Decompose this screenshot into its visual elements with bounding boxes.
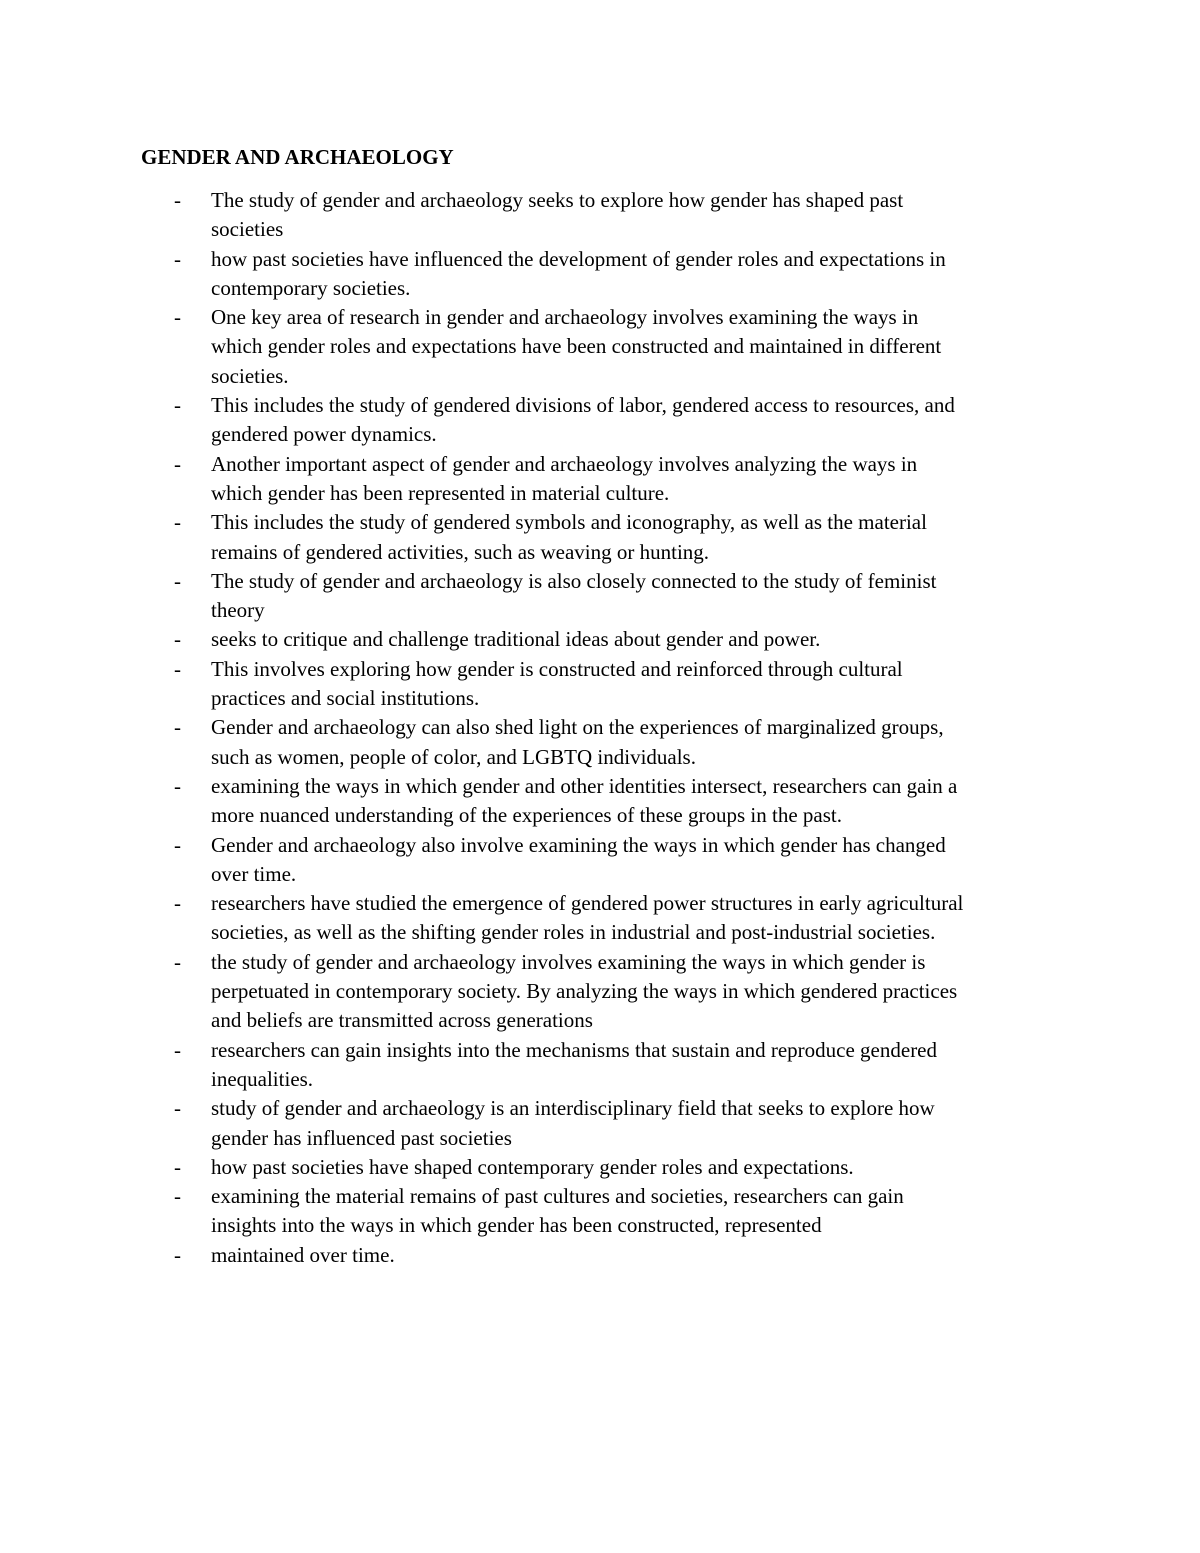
- list-item-line: more nuanced understanding of the experiences of these groups in the past.: [211, 803, 842, 828]
- list-item-line: which gender has been represented in material culture.: [211, 480, 670, 505]
- list-item-line: practices and social institutions.: [211, 686, 480, 711]
- bullet-dash: -: [174, 1096, 181, 1121]
- list-item: [174, 772, 1074, 831]
- list-item-line: The study of gender and archaeology seeks to explore how gender has shaped past: [211, 188, 904, 212]
- list-item: [174, 303, 1074, 391]
- bullet-dash: -: [174, 305, 181, 330]
- list-item-line: This includes the study of gendered divisions of labor, gendered access to resources, and: [211, 393, 955, 418]
- bullet-dash: -: [174, 773, 181, 798]
- list-item-line: Another important aspect of gender and archaeology involves analyzing the ways in: [211, 451, 918, 476]
- bullet-dash: -: [174, 715, 181, 740]
- list-item: [174, 391, 1074, 450]
- list-item-line: such as women, people of color, and LGBTQ individuals.: [211, 744, 696, 769]
- bullet-dash: -: [174, 891, 181, 916]
- list-item-line: contemporary societies.: [211, 275, 411, 300]
- list-item-line: perpetuated in contemporary society. By analyzing the ways in which gendered practices: [211, 979, 958, 1004]
- list-item-line: researchers have studied the emergence of gendered power structures in early agricultural: [211, 891, 964, 916]
- list-item: [174, 567, 1074, 626]
- list-item-line: examining the ways in which gender and other identities intersect, researchers can gain a: [211, 773, 958, 798]
- list-item: [174, 450, 1074, 509]
- list-item: [174, 655, 1074, 714]
- list-item-line: societies: [211, 217, 284, 242]
- list-item-line: examining the material remains of past cultures and societies, researchers can gain: [211, 1184, 904, 1209]
- list-item: [174, 245, 1074, 304]
- list-item-line: inequalities.: [211, 1066, 314, 1091]
- list-item: [174, 713, 1074, 772]
- bullet-list: [174, 186, 1074, 1270]
- list-item-line: study of gender and archaeology is an interdisciplinary field that seeks to explore how: [211, 1096, 935, 1121]
- list-item-line: This involves exploring how gender is constructed and reinforced through cultural: [211, 656, 903, 681]
- list-item: [174, 186, 1074, 245]
- list-item-line: societies.: [211, 363, 289, 388]
- list-item-line: This includes the study of gendered symbols and iconography, as well as the material: [211, 510, 927, 535]
- bullet-dash: -: [174, 627, 181, 652]
- bullet-dash: -: [174, 393, 181, 418]
- list-item: [174, 831, 1074, 890]
- list-item: [174, 625, 1074, 654]
- bullet-dash: -: [174, 656, 181, 681]
- list-item-line: remains of gendered activities, such as weaving or hunting.: [211, 539, 710, 564]
- document-title: GENDER AND ARCHAEOLOGY: [141, 145, 454, 169]
- list-item-line: researchers can gain insights into the mechanisms that sustain and reproduce gendered: [211, 1037, 938, 1062]
- list-item-line: how past societies have influenced the development of gender roles and expectations in: [211, 246, 946, 271]
- list-item-line: how past societies have shaped contemporary gender roles and expectations.: [211, 1154, 854, 1179]
- list-item-line: seeks to critique and challenge traditional ideas about gender and power.: [211, 627, 821, 652]
- list-item-line: gender has influenced past societies: [211, 1125, 512, 1150]
- list-item-line: Gender and archaeology can also shed light on the experiences of marginalized groups,: [211, 715, 944, 740]
- list-item-line: gendered power dynamics.: [211, 422, 437, 447]
- bullet-dash: -: [174, 1242, 181, 1267]
- list-item-line: One key area of research in gender and archaeology involves examining the ways in: [211, 305, 919, 330]
- bullet-dash: -: [174, 568, 181, 593]
- bullet-dash: -: [174, 832, 181, 857]
- list-item-line: theory: [211, 598, 265, 623]
- list-item: [174, 889, 1074, 948]
- list-item-line: insights into the ways in which gender has been constructed, represented: [211, 1213, 822, 1238]
- bullet-dash: -: [174, 1154, 181, 1179]
- list-item-line: which gender roles and expectations have been constructed and maintained in different: [211, 334, 942, 359]
- bullet-dash: -: [174, 246, 181, 271]
- list-item-line: maintained over time.: [211, 1242, 395, 1267]
- list-item: [174, 1094, 1074, 1153]
- list-item: [174, 508, 1074, 567]
- list-item: [174, 1241, 1074, 1270]
- list-item-line: societies, as well as the shifting gender roles in industrial and post-industrial societies.: [211, 920, 936, 945]
- list-item-line: and beliefs are transmitted across generations: [211, 1008, 593, 1033]
- bullet-dash: -: [174, 1184, 181, 1209]
- list-item-line: The study of gender and archaeology is also closely connected to the study of feminist: [211, 568, 937, 593]
- list-item: [174, 1182, 1074, 1241]
- list-item: [174, 1036, 1074, 1095]
- bullet-dash: -: [174, 451, 181, 476]
- list-item: [174, 1153, 1074, 1182]
- list-item-line: the study of gender and archaeology involves examining the ways in which gender is: [211, 949, 926, 974]
- bullet-dash: -: [174, 510, 181, 535]
- bullet-dash: -: [174, 188, 181, 212]
- list-item-line: Gender and archaeology also involve examining the ways in which gender has changed: [211, 832, 946, 857]
- bullet-dash: -: [174, 949, 181, 974]
- bullet-dash: -: [174, 1037, 181, 1062]
- list-item-line: over time.: [211, 861, 297, 886]
- list-item: [174, 948, 1074, 1036]
